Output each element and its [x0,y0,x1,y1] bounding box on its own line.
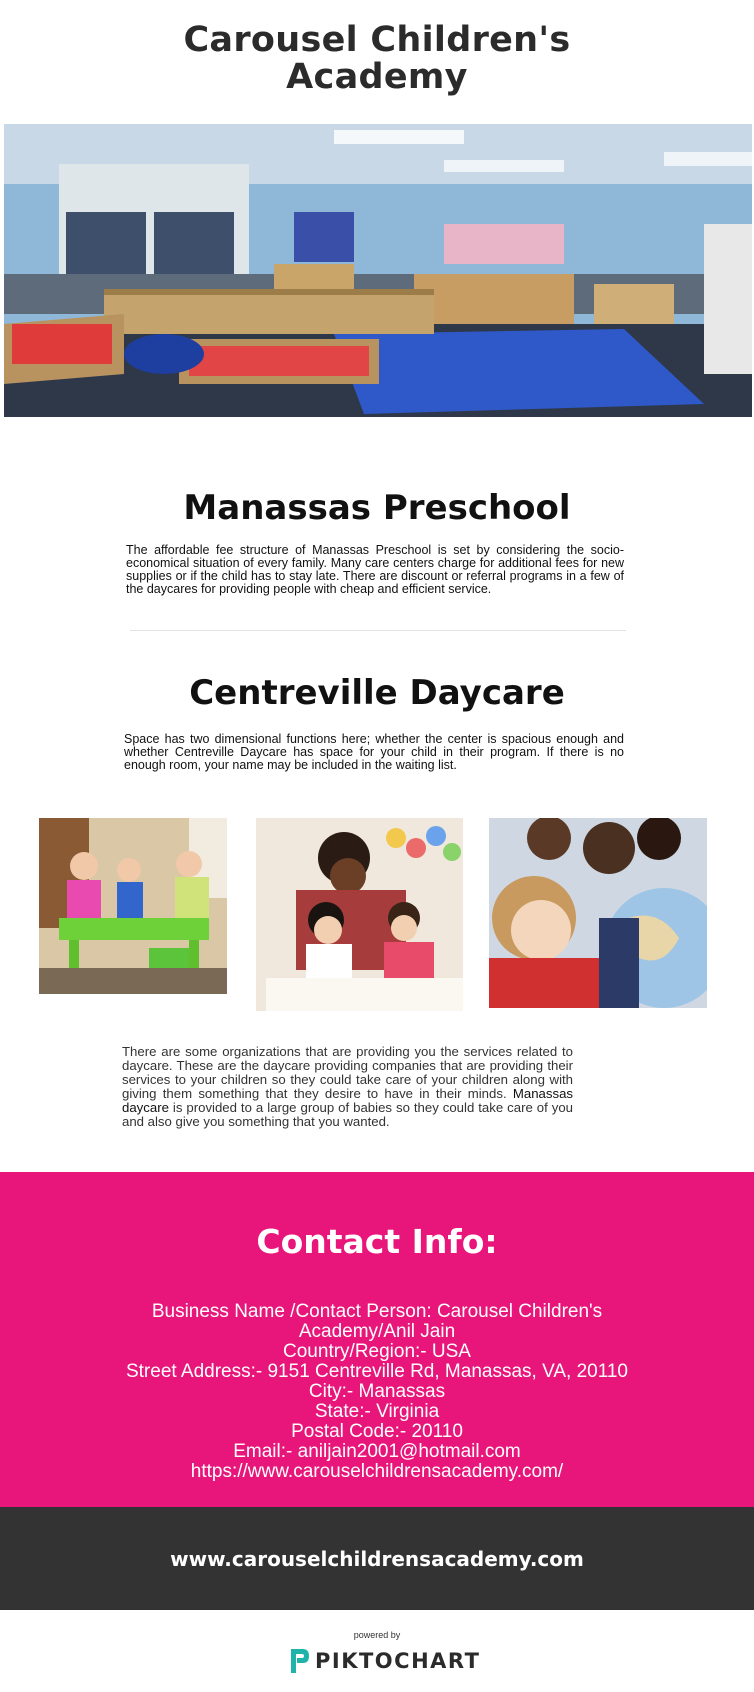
contact-postal-code: Postal Code:- 20110 [291,1421,463,1442]
page-title-line1: Carousel Children's [183,20,571,60]
piktochart-wordmark: PIKTOCHART [315,1649,481,1673]
contact-section [0,1172,754,1507]
contact-website-link[interactable]: https://www.carouselchildrensacademy.com/ [190,1461,564,1482]
section-heading-centreville-daycare: Centreville Daycare [189,673,565,713]
manassas-daycare-keyword: Manassas daycare [122,1086,573,1115]
daycare-body-text-part2: is provided to a large group of babies so they could take care of you and also give you something that you wanted. [122,1100,573,1129]
daycare-body-text-part1: There are some organizations that are providing you the services related to daycare. These are the daycare providing companies that are providing their services to your children so they could take care of your children along with giving them something that they desire to have in their minds. [122,1044,573,1101]
contact-details [60,1302,694,1482]
contact-business-name-line1: Business Name /Contact Person: Carousel Children's [151,1301,603,1322]
footer-bar [0,1507,754,1610]
piktochart-logo[interactable] [285,1646,485,1676]
page-title-line2: Academy [286,57,468,97]
contact-email: Email:- aniljain2001@hotmail.com [233,1441,521,1462]
section-paragraph-centreville-daycare: Space has two dimensional functions here; whether the center is spacious enough and whether Centreville Daycare has space for your child in their program. If there is no enough room, your name may be included in the waiting list. [124,732,624,772]
children-with-globe-image [489,818,707,1008]
daycare-body-text [122,1045,573,1129]
contact-title: Contact Info: [256,1222,498,1261]
contact-street-address: Street Address:- 9151 Centreville Rd, Manassas, VA, 20110 [125,1361,628,1382]
contact-country: Country/Region:- USA [283,1341,471,1362]
contact-city: City:- Manassas [308,1381,446,1402]
page-title [0,22,754,96]
powered-by-label: powered by [353,1630,401,1640]
children-at-table-image [39,818,227,994]
teacher-with-children-image [256,818,463,1011]
section-heading-manassas-preschool: Manassas Preschool [183,488,571,528]
footer-website-link[interactable]: www.carouselchildrensacademy.com [170,1547,584,1571]
piktochart-logo-icon [285,1646,311,1676]
section-divider [130,630,626,631]
section-paragraph-manassas-preschool: The affordable fee structure of Manassas Preschool is set by considering the socio-economical situation of every family. Many care centers charge for additional fees for new supplies or if the child has to stay late. There are discount or referral programs in a few of the daycares for providing people with cheap and efficient service. [126,543,624,596]
contact-business-name-line2: Academy/Anil Jain [298,1321,456,1342]
classroom-hero-image [4,124,752,417]
contact-state: State:- Virginia [314,1401,440,1422]
